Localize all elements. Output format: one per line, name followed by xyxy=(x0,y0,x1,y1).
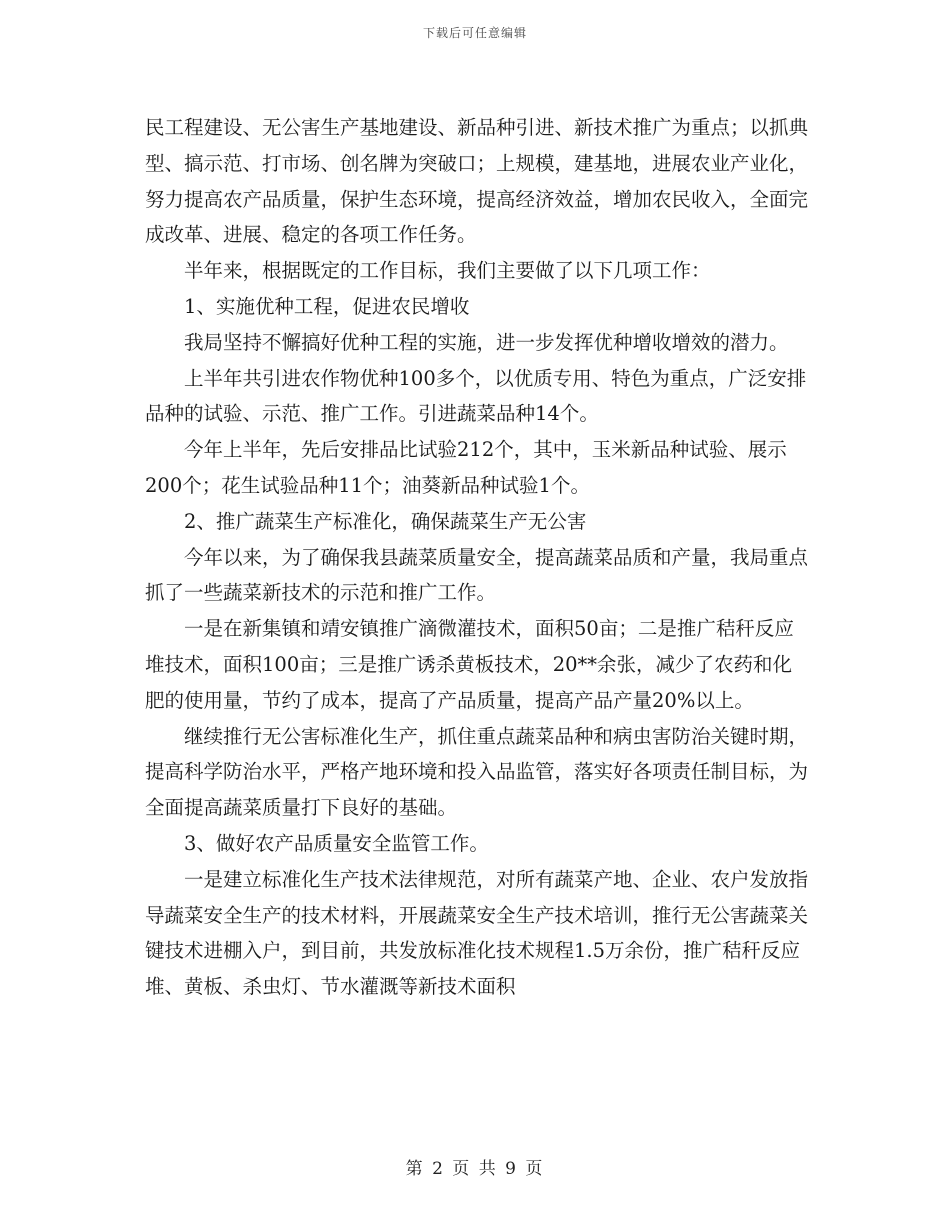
paragraph: 民工程建设、无公害生产基地建设、新品种引进、新技术推广为重点；以抓典型、搞示范、打市场、创名牌为突破口；上规模，建基地，进展农业产业化，努力提高农产品质量，保护生态环境，提高经济效益，增加农民收入，全面完成改革、进展、稳定的各项工作任务。 xyxy=(145,116,809,247)
paragraph: 继续推行无公害标准化生产，抓住重点蔬菜品种和病虫害防治关键时期，提高科学防治水平，严格产地环境和投入品监管，落实好各项责任制目标，为全面提高蔬菜质量打下良好的基础。 xyxy=(145,724,809,820)
paragraph: 一是在新集镇和靖安镇推广滴微灌技术，面积50亩；二是推广秸秆反应堆技术，面积100亩；三是推广诱杀黄板技术，20**余张，减少了农药和化肥的使用量，节约了成本，提高了产品质量，提高产品产量20%以上。 xyxy=(145,617,794,712)
page-header: 下载后可任意编辑 xyxy=(422,26,527,40)
section-heading: 2、推广蔬菜生产标准化，确保蔬菜生产无公害 xyxy=(184,509,587,533)
page-number: 第 2 页 共 9 页 xyxy=(405,1159,545,1179)
paragraph: 今年以来，为了确保我县蔬菜质量安全，提高蔬菜品质和产量，我局重点抓了一些蔬菜新技术的示范和推广工作。 xyxy=(145,545,809,605)
paragraph: 半年来，根据既定的工作目标，我们主要做了以下几项工作： xyxy=(184,259,711,283)
document-body xyxy=(145,110,810,1005)
section-heading: 1、实施优种工程，促进农民增收 xyxy=(184,294,470,318)
section-heading: 3、做好农产品质量安全监管工作。 xyxy=(184,831,489,855)
paragraph: 今年上半年，先后安排品比试验212个，其中，玉米新品种试验、展示200个；花生试验品种11个；油葵新品种试验1个。 xyxy=(145,438,787,497)
paragraph: 一是建立标准化生产技术法律规范，对所有蔬菜产地、企业、农户发放指导蔬菜安全生产的技术材料，开展蔬菜安全生产技术培训，推行无公害蔬菜关键技术进棚入户，到目前，共发放标准化技术规程1.5万余份，推广秸秆反应堆、黄板、杀虫灯、节水灌溉等新技术面积 xyxy=(145,867,809,999)
paragraph: 上半年共引进农作物优种100多个，以优质专用、特色为重点，广泛安排品种的试验、示范、推广工作。引进蔬菜品种14个。 xyxy=(145,366,807,426)
paragraph: 我局坚持不懈搞好优种工程的实施，进一步发挥优种增收增效的潜力。 xyxy=(184,330,789,354)
